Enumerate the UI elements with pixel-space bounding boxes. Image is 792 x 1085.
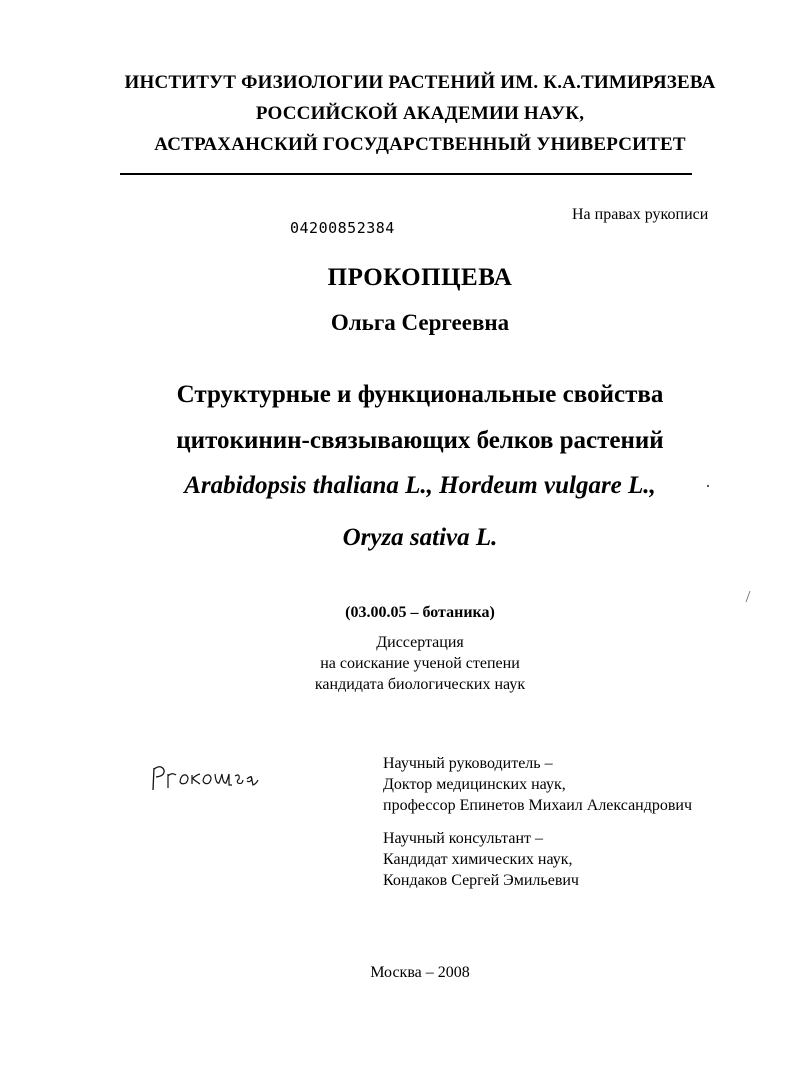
consultant-role: Научный консультант – (383, 830, 543, 847)
scan-tick-mark (744, 590, 752, 604)
specialty-code: (03.00.05 – ботаника) (345, 604, 495, 621)
consultant-degree: Кандидат химических наук, (383, 851, 573, 868)
thesis-title-line-2: цитокинин-связывающих белков растений (176, 427, 664, 454)
handwritten-signature (150, 762, 260, 792)
consultant-name: Кондаков Сергей Эмильевич (383, 872, 579, 889)
thesis-title-line-3: Arabidopsis thaliana L., Hordeum vulgare L., (184, 472, 656, 499)
supervisor-block (383, 753, 692, 816)
institution-line-2: РОССИЙСКОЙ АКАДЕМИИ НАУК, (255, 103, 585, 124)
degree-line-1: Диссертация (376, 634, 464, 651)
consultant-block (383, 828, 579, 891)
scan-speck (707, 485, 709, 487)
place-year: Москва – 2008 (370, 964, 470, 981)
thesis-title-line-4: Oryza sativa L. (342, 524, 498, 551)
institution-line-3: АСТРАХАНСКИЙ ГОСУДАРСТВЕННЫЙ УНИВЕРСИТЕТ (154, 134, 686, 155)
supervisor-name: профессор Епинетов Михаил Александрович (383, 797, 693, 814)
author-surname: ПРОКОПЦЕВА (327, 264, 513, 291)
author-given-names: Ольга Сергеевна (330, 310, 510, 335)
supervisor-degree: Доктор медицинских наук, (383, 776, 566, 793)
code-number: 04200852384 (290, 219, 395, 237)
thesis-title-line-1: Структурные и функциональные свойства (176, 381, 664, 408)
institution-line-1: ИНСТИТУТ ФИЗИОЛОГИИ РАСТЕНИЙ ИМ. К.А.ТИМИРЯЗЕВА (124, 72, 716, 93)
header-divider (120, 173, 692, 175)
supervisor-role: Научный руководитель – (383, 755, 553, 772)
degree-line-3: кандидата биологических наук (314, 676, 526, 693)
rights-note: На правах рукописи (572, 206, 709, 223)
degree-line-2: на соискание ученой степени (320, 655, 520, 672)
